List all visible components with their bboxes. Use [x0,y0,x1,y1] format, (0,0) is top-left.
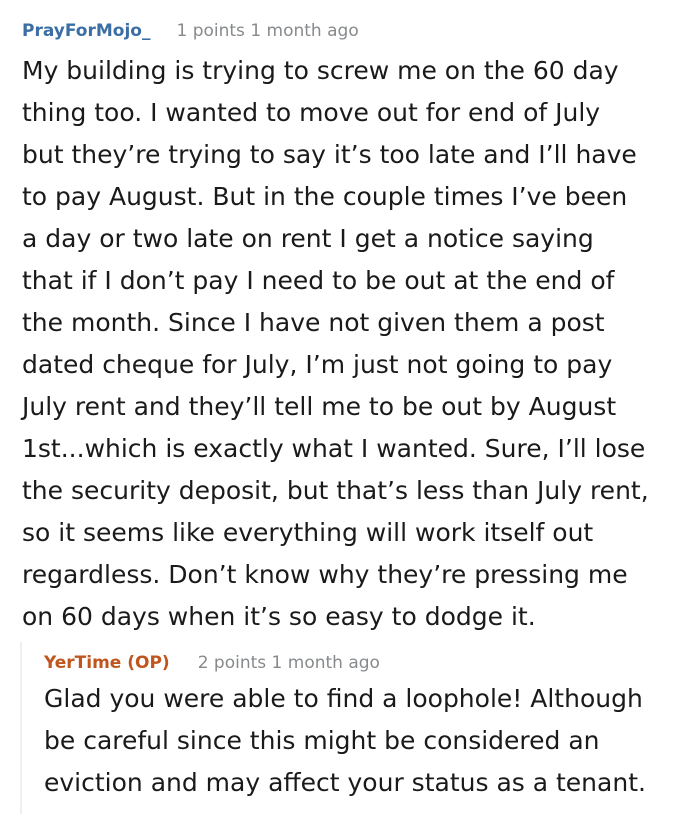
comment-body: My building is trying to screw me on the 60 day thing too. I wanted to move out for end of July but they’re trying to say it’s too late and I’ll have to pay August. But in the couple times I’ve been a day or two late on rent I get a notice saying that if I don’t pay I need to be out at the end of the month. Since I have not given them a post dated cheque for July, I’m just not going to pay July rent and they’ll tell me to be out by August 1st...which is exactly what I wanted. Sure, I’ll lose the security deposit, but that’s less than July rent, so it seems like everything will work itself out regardless. Don’t know why they’re pressing me on 60 days when it’s so easy to dodge it. [22,56,649,631]
comment-meta [22,19,359,43]
comment-author-link[interactable]: PrayForMojo_ [22,21,151,41]
comment-age: 1 month ago [250,21,359,41]
comment-points: 1 points [176,21,245,41]
reply-age: 1 month ago [271,653,380,673]
reply-points: 2 points [197,653,267,673]
reply-author-link[interactable]: YerTime (OP) [44,653,170,673]
reply-meta [44,651,380,675]
reply-body: Glad you were able to find a loophole! Although be careful since this might be considered an eviction and may affect your status as a tenant. [44,684,646,797]
reply-comment [20,642,700,814]
